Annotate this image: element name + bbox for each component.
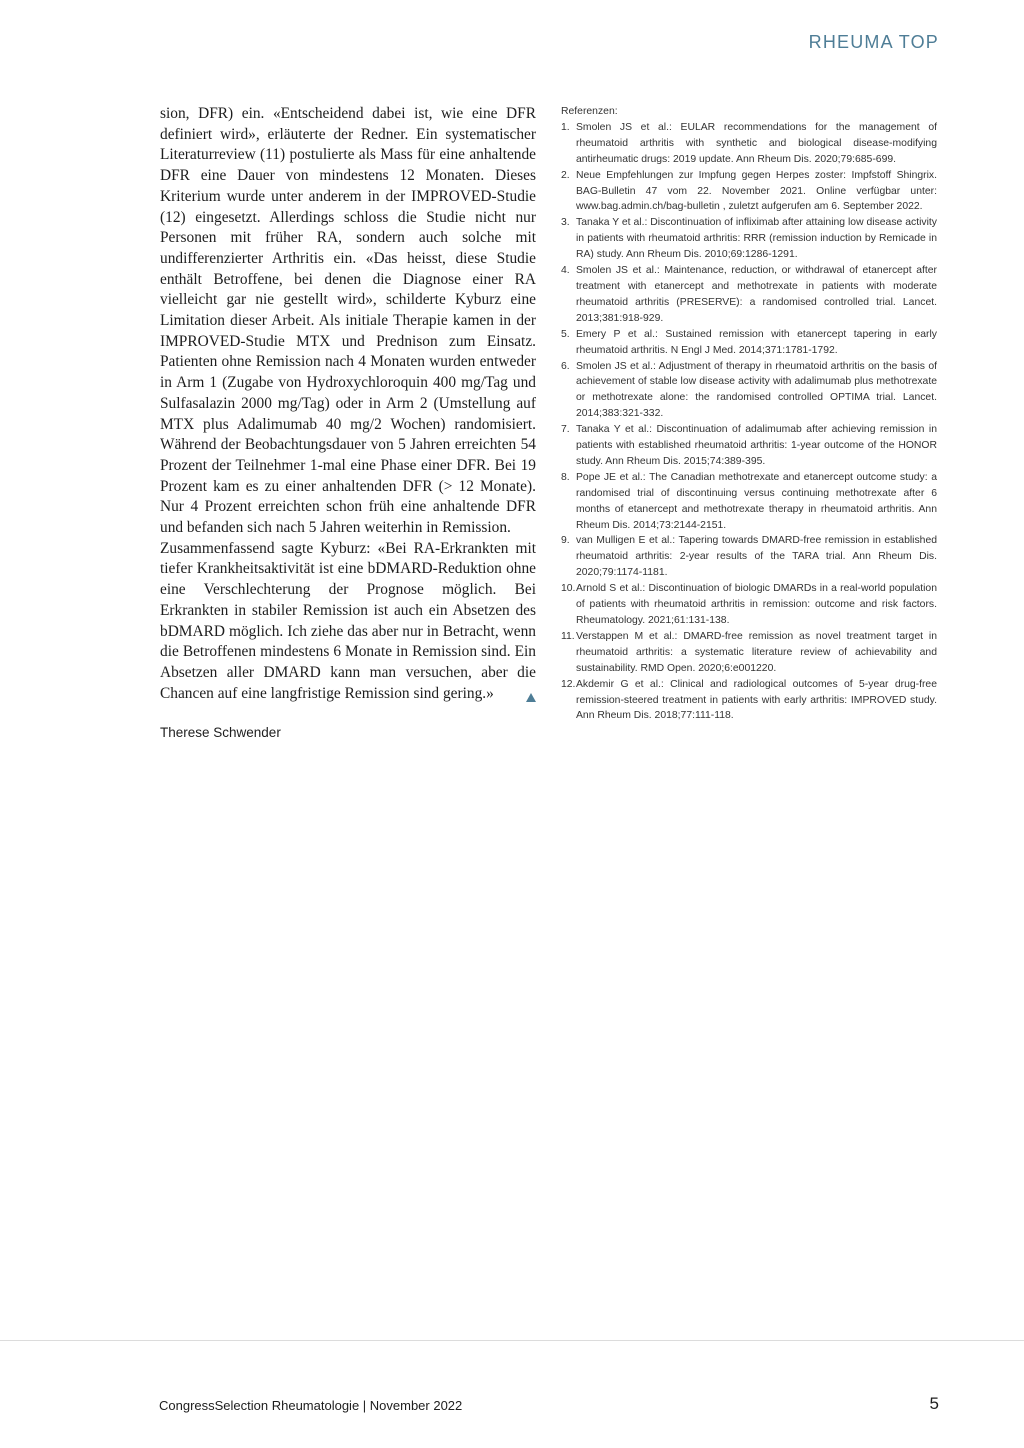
reference-item — [561, 422, 937, 470]
reference-text: Pope JE et al.: The Canadian methotrexate and etanercept outcome study: a randomised trial of discontinuing versus continuing methotrexate after 6 months of etanercept and methotrexate therapy in rheumatoid arthritis. Ann Rheum Dis. 2014;73:2144-2151. — [576, 471, 937, 531]
references — [561, 104, 937, 724]
footer-publication: CongressSelection Rheumatologie | November 2022 — [159, 1398, 463, 1413]
reference-text: Emery P et al.: Sustained remission with etanercept tapering in early rheumatoid arthritis. N Engl J Med. 2014;371:1781-1792. — [576, 328, 937, 356]
reference-text: Tanaka Y et al.: Discontinuation of infliximab after attaining low disease activity in patients with rheumatoid arthritis: RRR (remission induction by Remicade in RA) study. Ann Rheum Dis. 2010;69:1286-1291. — [576, 217, 937, 261]
references-heading: Referenzen: — [561, 106, 618, 117]
section-header: RHEUMA TOP — [808, 32, 939, 52]
reference-item — [561, 120, 937, 168]
footer-divider — [0, 1340, 1024, 1341]
article-paragraph-text: Zusammenfassend sagte Kyburz: «Bei RA-Erkrankten mit tiefer Krankheitsaktivität ist eine bDMARD-Reduktion ohne eine Verschlechterung der Prognose möglich. Bei Erkrankten in stabiler Remission ist auch ein Absetzen des bDMARD möglich. Ich ziehe das aber nur in Betracht, wenn die Betroffenen mindestens 6 Monate in Remission sind. Ein Absetzen aller DMARD kann man versuchen, aber die Chancen auf eine langfristige Remission sind gering.» — [160, 539, 536, 702]
reference-item — [561, 168, 937, 216]
reference-item — [561, 359, 937, 423]
reference-number: 11. — [561, 630, 575, 642]
article-paragraph — [160, 539, 536, 705]
reference-number: 12. — [561, 678, 576, 690]
triangle-up-icon — [526, 693, 536, 702]
reference-text: Arnold S et al.: Discontinuation of biologic DMARDs in a real-world population of patients with rheumatoid arthritis in remission: outcome and risk factors. Rheumatology. 2021;61:131-138. — [576, 583, 937, 626]
reference-number: 8. — [561, 471, 570, 483]
reference-number: 3. — [561, 217, 570, 229]
reference-number: 7. — [561, 424, 570, 436]
reference-number: 5. — [561, 328, 570, 340]
reference-text: Verstappen M et al.: DMARD-free remission as novel treatment target in rheumatoid arthritis: a systematic literature review of achievability and sustainability. RMD Open. 2020;6:e001220. — [576, 630, 937, 674]
reference-item — [561, 581, 937, 629]
reference-text: Smolen JS et al.: EULAR recommendations for the management of rheumatoid arthritis with synthetic and biological disease-modifying antirheumatic drugs: 2019 update. Ann Rheum Dis. 2020;79:685-699. — [576, 121, 937, 165]
reference-item — [561, 327, 937, 359]
reference-item — [561, 629, 937, 677]
page-number: 5 — [929, 1394, 939, 1413]
reference-number: 6. — [561, 360, 570, 372]
author-name: Therese Schwender — [160, 725, 281, 741]
reference-number: 10. — [561, 583, 576, 595]
reference-item — [561, 263, 937, 327]
reference-text: Akdemir G et al.: Clinical and radiological outcomes of 5-year drug-free remission-steered treatment in patients with early arthritis: IMPROVED study. Ann Rheum Dis. 2018;77:111-118. — [576, 678, 937, 722]
reference-number: 2. — [561, 169, 570, 181]
reference-item — [561, 215, 937, 263]
reference-text: Smolen JS et al.: Adjustment of therapy in rheumatoid arthritis on the basis of achievement of stable low disease activity with adalimumab plus methotrexate or methotrexate alone: the randomised controlled OPTIMA trial. Lancet. 2014;383:321-332. — [576, 360, 937, 420]
reference-text: Neue Empfehlungen zur Impfung gegen Herpes zoster: Impfstoff Shingrix. BAG-Bulletin 47 vom 22. November 2021. Online verfügbar unter: www.bag.admin.ch/bag-bulletin , zuletzt aufgerufen am 6. September 2022. — [576, 169, 937, 213]
reference-item — [561, 533, 937, 581]
reference-item — [561, 677, 937, 725]
reference-number: 4. — [561, 265, 570, 277]
reference-number: 1. — [561, 121, 570, 133]
article-body — [160, 104, 536, 744]
reference-number: 9. — [561, 535, 570, 547]
reference-text: Tanaka Y et al.: Discontinuation of adalimumab after achieving remission in patients with established rheumatoid arthritis: 1-year outcome of the HONOR study. Ann Rheum Dis. 2015;74:389-395. — [576, 424, 937, 467]
references-list — [561, 120, 937, 724]
article-paragraph: sion, DFR) ein. «Entscheidend dabei ist, wie eine DFR definiert wird», erläuterte der Redner. Ein systematischer Literaturreview (11) postulierte als Mass für eine anhaltende DFR eine Dauer von mindestens 12 Monaten. Dieses Kriterium wurde unter anderem in der IMPROVED-Studie (12) eingesetzt. Allerdings schloss die Studie nicht nur Personen mit früher RA, sondern auch solche mit undifferenzierter Arthritis ein. «Das heisst, diese Studie enthält Betroffene, bei denen die Diagnose einer RA vielleicht gar nie gestellt wird», schilderte Kyburz eine Limitation dieser Arbeit. Als initiale Therapie kamen in der IMPROVED-Studie MTX und Prednison zum Einsatz. Patienten ohne Remission nach 4 Monaten wurden entweder in Arm 1 (Zugabe von Hydroxychloroquin 400 mg/Tag und Sulfasalazin 2000 mg/Tag) oder in Arm 2 (Umstellung auf MTX plus Adalimumab 40 mg/2 Wochen) randomisiert. Während der Beobachtungsdauer von 5 Jahren erreichten 54 Prozent der Teilnehmer 1-mal eine Phase einer DFR. Bei 19 Prozent kam es zu einer anhaltenden DFR (> 12 Monate). Nur 4 Prozent erreichten schon früh eine anhaltende DFR und befanden sich nach 5 Jahren weiterhin in Remission. — [160, 105, 536, 537]
reference-item — [561, 470, 937, 534]
reference-text: van Mulligen E et al.: Tapering towards DMARD-free remission in established rheumatoid arthritis: 2-year results of the TARA trial. Ann Rheum Dis. 2020;79:1174-1181. — [576, 535, 937, 579]
reference-text: Smolen JS et al.: Maintenance, reduction, or withdrawal of etanercept after treatment with etanercept and methotrexate in patients with moderate rheumatoid arthritis (PRESERVE): a randomised controlled trial. Lancet. 2013;381:918-929. — [576, 265, 937, 324]
